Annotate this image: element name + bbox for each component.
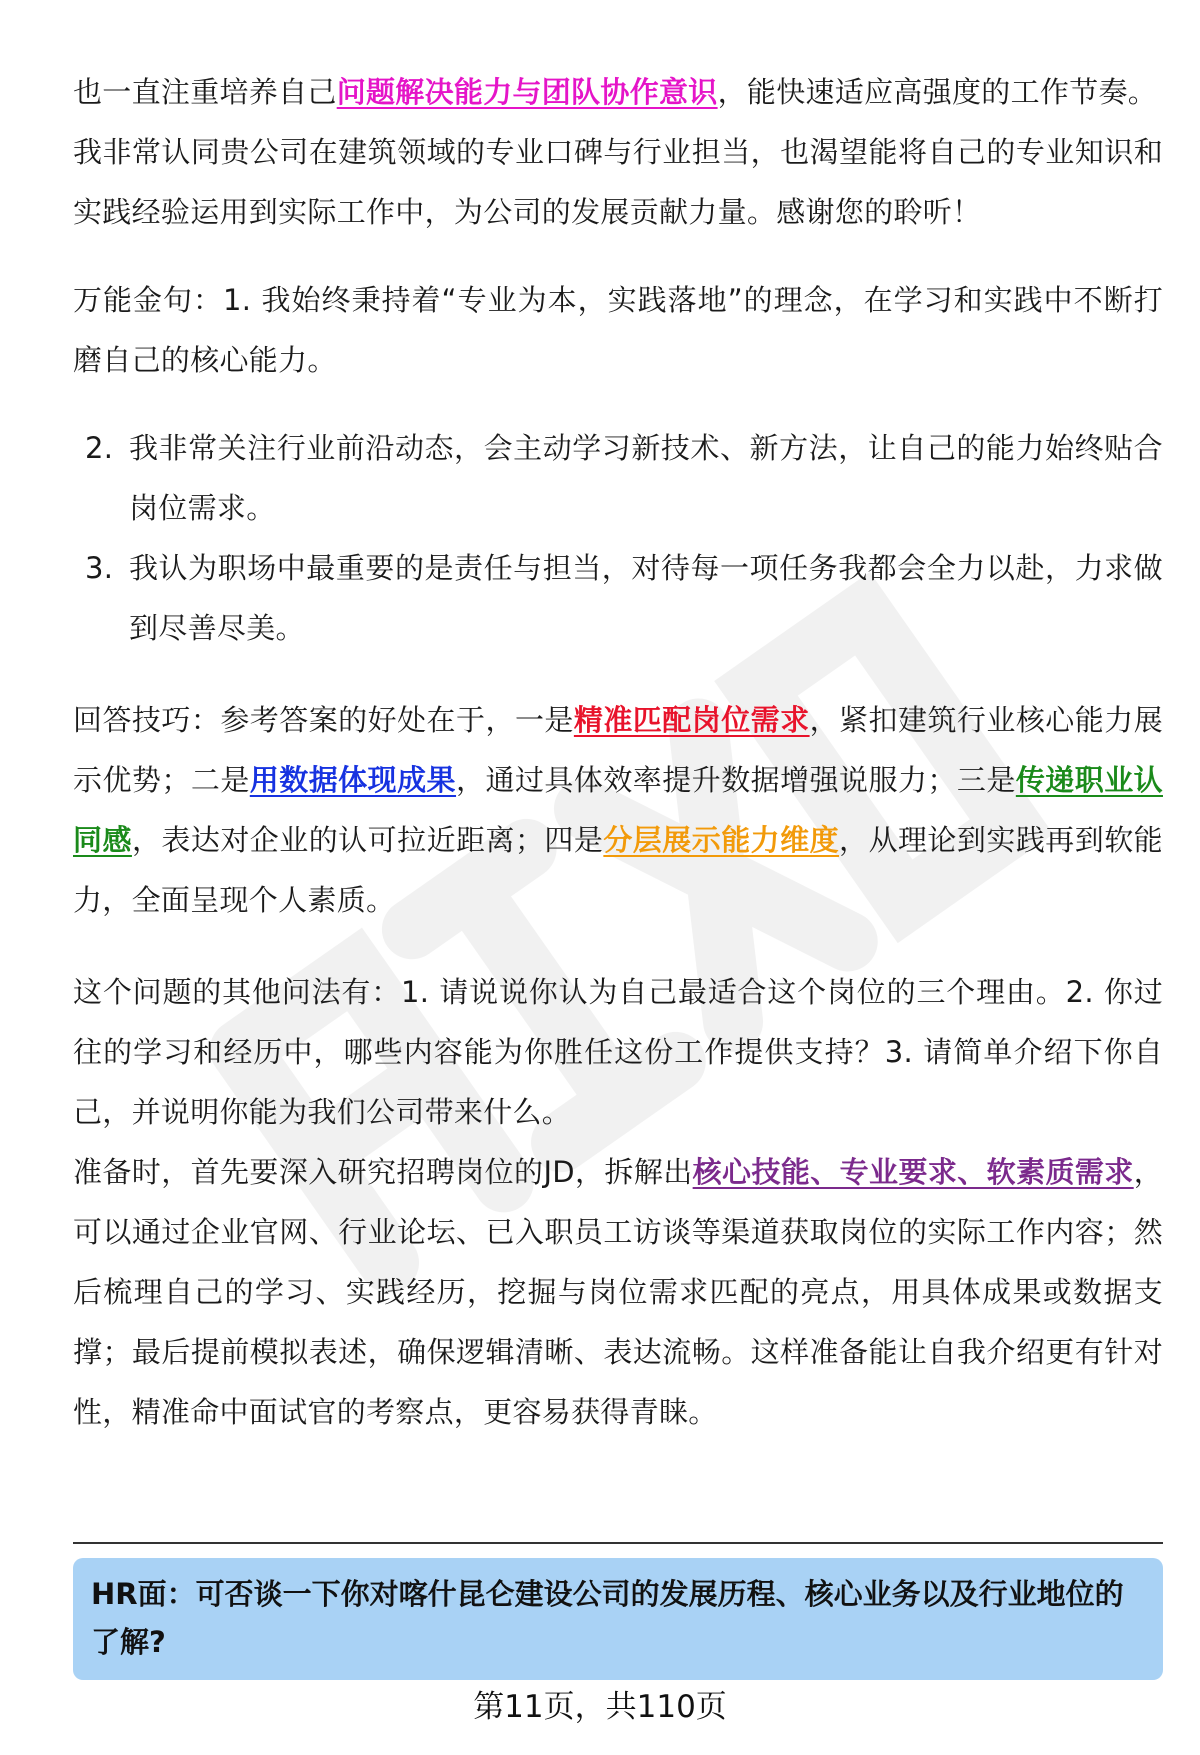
text-segment: ，能快速适应高强度的工作节奏。 bbox=[717, 75, 1158, 109]
list-text: 我非常关注行业前沿动态，会主动学习新技术、新方法，让自己的能力始终贴合岗位需求。 bbox=[129, 431, 1163, 525]
text-segment: ，从理论到实践再到软能力，全面呈现个人素质。 bbox=[73, 823, 1163, 917]
paragraph-closing: 我非常认同贵公司在建筑领域的专业口碑与行业担当，也渴望能将自己的专业知识和实践经验运用到实际工作中，为公司的发展贡献力量。感谢您的聆听！ bbox=[73, 135, 1163, 229]
list-item-2 bbox=[73, 418, 1163, 538]
paragraph-universal-phrases: 万能金句：1. 我始终秉持着“专业为本，实践落地”的理念，在学习和实践中不断打磨自己的核心能力。 bbox=[73, 283, 1163, 377]
page-number: 第11页，共110页 bbox=[473, 1689, 727, 1725]
text-segment: ，表达对企业的认可拉近距离；四是 bbox=[131, 823, 604, 857]
text-segment: 也一直注重培养自己 bbox=[73, 75, 337, 109]
list-number: 3. bbox=[85, 551, 114, 585]
paragraph-preparation bbox=[73, 1142, 1163, 1442]
paragraph-other-questions: 这个问题的其他问法有：1. 请说说你认为自己最适合这个岗位的三个理由。2. 你过往的学习和经历中，哪些内容能为你胜任这份工作提供支持？3. 请简单介绍下你自己，并说明你能为我们公司带来什么。 bbox=[73, 975, 1163, 1129]
text-segment: ，可以通过企业官网、行业论坛、已入职员工访谈等渠道获取岗位的实际工作内容；然后梳理自己的学习、实践经历，挖掘与岗位需求匹配的亮点，用具体成果或数据支撑；最后提前模拟表述，确保逻辑清晰、表达流畅。这样准备能让自我介绍更有针对性，精准命中面试官的考察点，更容易获得青睐。 bbox=[73, 1155, 1163, 1429]
paragraph-intro-end bbox=[73, 62, 1163, 122]
highlight-data-results: 用数据体现成果 bbox=[249, 763, 457, 797]
hr-question-box bbox=[73, 1558, 1163, 1680]
text-segment: 准备时，首先要深入研究招聘岗位的JD，拆解出 bbox=[73, 1155, 693, 1189]
list-text: 我认为职场中最重要的是责任与担当，对待每一项任务我都会全力以赴，力求做到尽善尽美。 bbox=[129, 551, 1163, 645]
text-segment: ，通过具体效率提升数据增强说服力；三是 bbox=[456, 763, 1016, 797]
highlight-core-skills: 核心技能、专业要求、软素质需求 bbox=[692, 1155, 1134, 1189]
main-content bbox=[73, 62, 1163, 1442]
highlight-problem-solving: 问题解决能力与团队协作意识 bbox=[336, 75, 718, 109]
paragraph-answer-tips bbox=[73, 690, 1163, 930]
list-number: 2. bbox=[85, 431, 114, 465]
text-segment: 回答技巧：参考答案的好处在于，一是 bbox=[73, 703, 574, 737]
hr-question-text: HR面：可否谈一下你对喀什昆仑建设公司的发展历程、核心业务以及行业地位的了解? bbox=[91, 1577, 1124, 1659]
highlight-layered-abilities: 分层展示能力维度 bbox=[603, 823, 840, 857]
section-divider bbox=[73, 1542, 1163, 1544]
text-segment: ，紧扣建筑行业核心能力展示优势；二是 bbox=[73, 703, 1163, 797]
list-item-3 bbox=[73, 538, 1163, 658]
highlight-career-identity: 传递职业认同感 bbox=[73, 763, 1163, 857]
highlight-match-requirements: 精准匹配岗位需求 bbox=[573, 703, 810, 737]
